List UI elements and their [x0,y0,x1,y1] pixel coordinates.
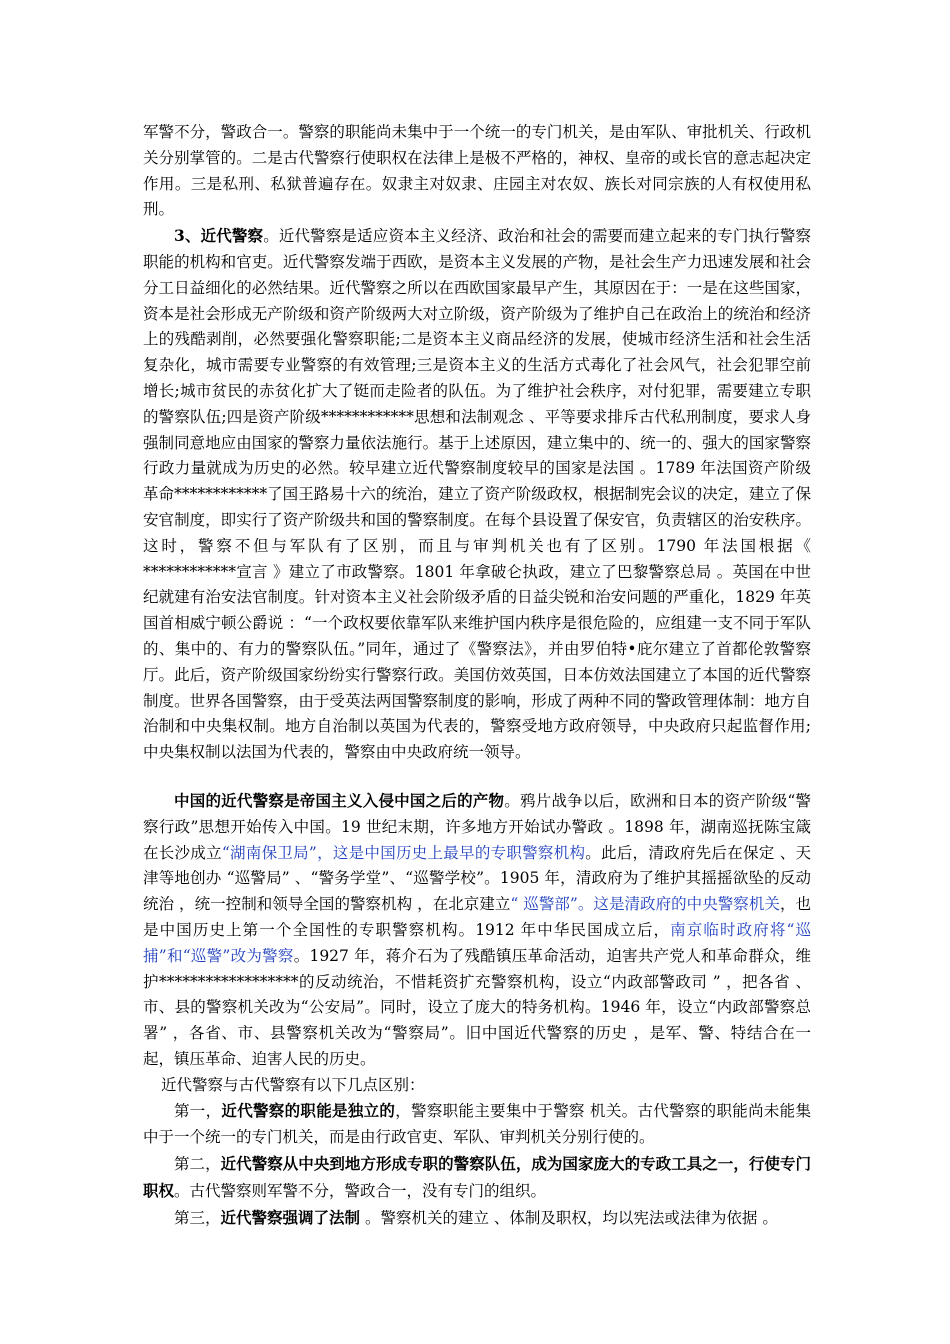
paragraph-gap [143,766,811,788]
modern-police-text: 。近代警察是适应资本主义经济、政治和社会的需要而建立起来的专门执行警察职能的机构和官吏。近代警察发端于西欧，是资本主义发展的产物，是社会生产力迅速发展和社会分工日益细化的必然结果。近代警察之所以在西欧国家最早产生，其原因在于：一是在这些国家，资本是社会形成无产阶级和资产阶级两大对立阶级，资产阶级为了维护自己在政治上的统治和经济上的残酷剥削，必然要强化警察职能;二是资本主义商品经济的发展，使城市经济生活和社会生活复杂化，城市需要专业警察的有效管理;三是资本主义的生活方式毒化了社会风气，社会犯罪空前增长;城市贫民的赤贫化扩大了铤而走险者的队伍。为了维护社会秩序，对付犯罪，需要建立专职的警察队伍;四是资产阶级************思想和法制观念 、平等要求排斥古代私刑制度，要求人身强制同意地应由国家的警察力量依法施行。基于上述原因，建立集中的、统一的、强大的国家警察行政力量就成为历史的必然。较早建立近代警察制度较早的国家是法国 。1789 年法国资产阶级革命************了国王路易十六的统治，建立了资产阶级政权，根据制宪会议的决定，建立了保安官制度，即实行了资产阶级共和国的警察制度。在每个县设置了保安官，负责辖区的治安秩序。这时，警察不但与军队有了区别，而且与审判机关也有了区别。1790 年法国根据《 ************宣言 》建立了市政警察。1801 年拿破仑执政，建立了巴黎警察总局 。英国在中世纪就建有治安法官制度。针对资本主义社会阶级矛盾的日益尖锐和治安问题的严重化，1829 年英国首相威宁顿公爵说 ：“一个政权要依靠军队来维护国内秩序是很危险的，应组建一支不同于军队的、集中的、有力的警察队伍。”同年，通过了《警察法》，并由罗伯特•庇尔建立了首都伦敦警察厅。此后，资产阶级国家纷纷实行警察行政。美国仿效英国，日本仿效法国建立了本国的近代警察制度。世界各国警察，由于受英法两国警察制度的影响，形成了两种不同的警政管理体制：地方自治制和中央集权制。地方自治制以英国为代表的，警察受地方政府领导，中央政府只起监督作用;中央集权制以法国为代表的，警察由中央政府统一领导。 [143,227,811,762]
third-text: 。警察机关的建立 、体制及职权，均以宪法或法律为依据 。 [360,1208,778,1227]
paragraph-difference-third [143,1205,811,1232]
first-text: ，警察职能主要集中于警察 机关。古代警察的职能尚未能集中于一个统一的专门机关，而是由行政官吏、军队、审判机关分别行使的。 [143,1102,811,1147]
highlight-hunan-bureau: “湖南保卫局”，这是中国历史上最早的专职警察机构 [221,843,586,862]
second-bold: 近代警察从中央到地方形成专职的警察队伍，成为国家庞大的专政工具之一，行使专门职权 [143,1154,811,1200]
heading-china-police: 中国的近代警察是帝国主义入侵中国之后的产物 [174,790,505,810]
china-text-c: ，也是中国历史上第一个全国性的专职警察机构。1912 年中华民国成立后， [143,895,811,939]
second-text: 。古代警察则军警不分，警政合一，没有专门的组织。 [174,1181,547,1200]
heading-modern-police: 3、近代警察 [174,226,264,246]
document-body [143,120,811,1231]
highlight-patrol-ministry: “ 巡警部”。这是清政府的中央警察机关 [510,895,780,914]
paragraph-difference-second [143,1151,811,1205]
third-label: 第三， [174,1208,221,1227]
first-bold: 近代警察的职能是独立的 [221,1101,396,1121]
paragraph-china-police [143,788,811,1073]
china-text-a: 。鸦片战争以后，欧洲和日本的资产阶级“警察行政”思想开始传入中国。19 世纪末期，许多地方开始试办警政 。1898 年，湖南巡抚陈宝箴在长沙成立 [143,791,811,862]
paragraph-modern-police [143,223,811,766]
china-text-b: 。此后，清政府先后在保定 、天津等地创办 “巡警局” 、“警务学堂”、“巡警学校”。1905 年，清政府为了维护其摇摇欲坠的反动统治 ，统一控制和领导全国的警察机构 ，在北京建立 [143,843,811,914]
paragraph-difference-first [143,1098,811,1151]
third-bold: 近代警察强调了法制 [220,1207,361,1227]
paragraph-differences-intro: 近代警察与古代警察有以下几点区别： [161,1075,425,1094]
china-text-d: 。1927 年，蒋介石为了残酷镇压革命活动，迫害共产党人和革命群众，维护******************的反动统治，不惜耗资扩充警察机构，设立“内政部警政司 ” ，把各省 、市、县的警察机关改为“公安局”。同时，设立了庞大的特务机构。1946 年，设立“内政部警察总署” ，各省、市、县警察机关改为“警察局”。旧中国近代警察的历史 ，是军、警、特结合在一起，镇压革命、迫害人民的历史。 [143,946,811,1068]
paragraph-intro: 军警不分，警政合一。警察的职能尚未集中于一个统一的专门机关，是由军队、审批机关、行政机关分别掌管的。二是古代警察行使职权在法律上是极不严格的，神权、皇帝的或长官的意志起决定作用。三是私刑、私狱普遍存在。奴隶主对奴隶、庄园主对农奴、族长对同宗族的人有权使用私刑。 [143,123,811,219]
highlight-nanjing-police: 南京临时政府将“巡捕”和“巡警”改为警察 [143,920,811,965]
second-label: 第二， [174,1155,221,1174]
first-label: 第一， [174,1102,222,1121]
